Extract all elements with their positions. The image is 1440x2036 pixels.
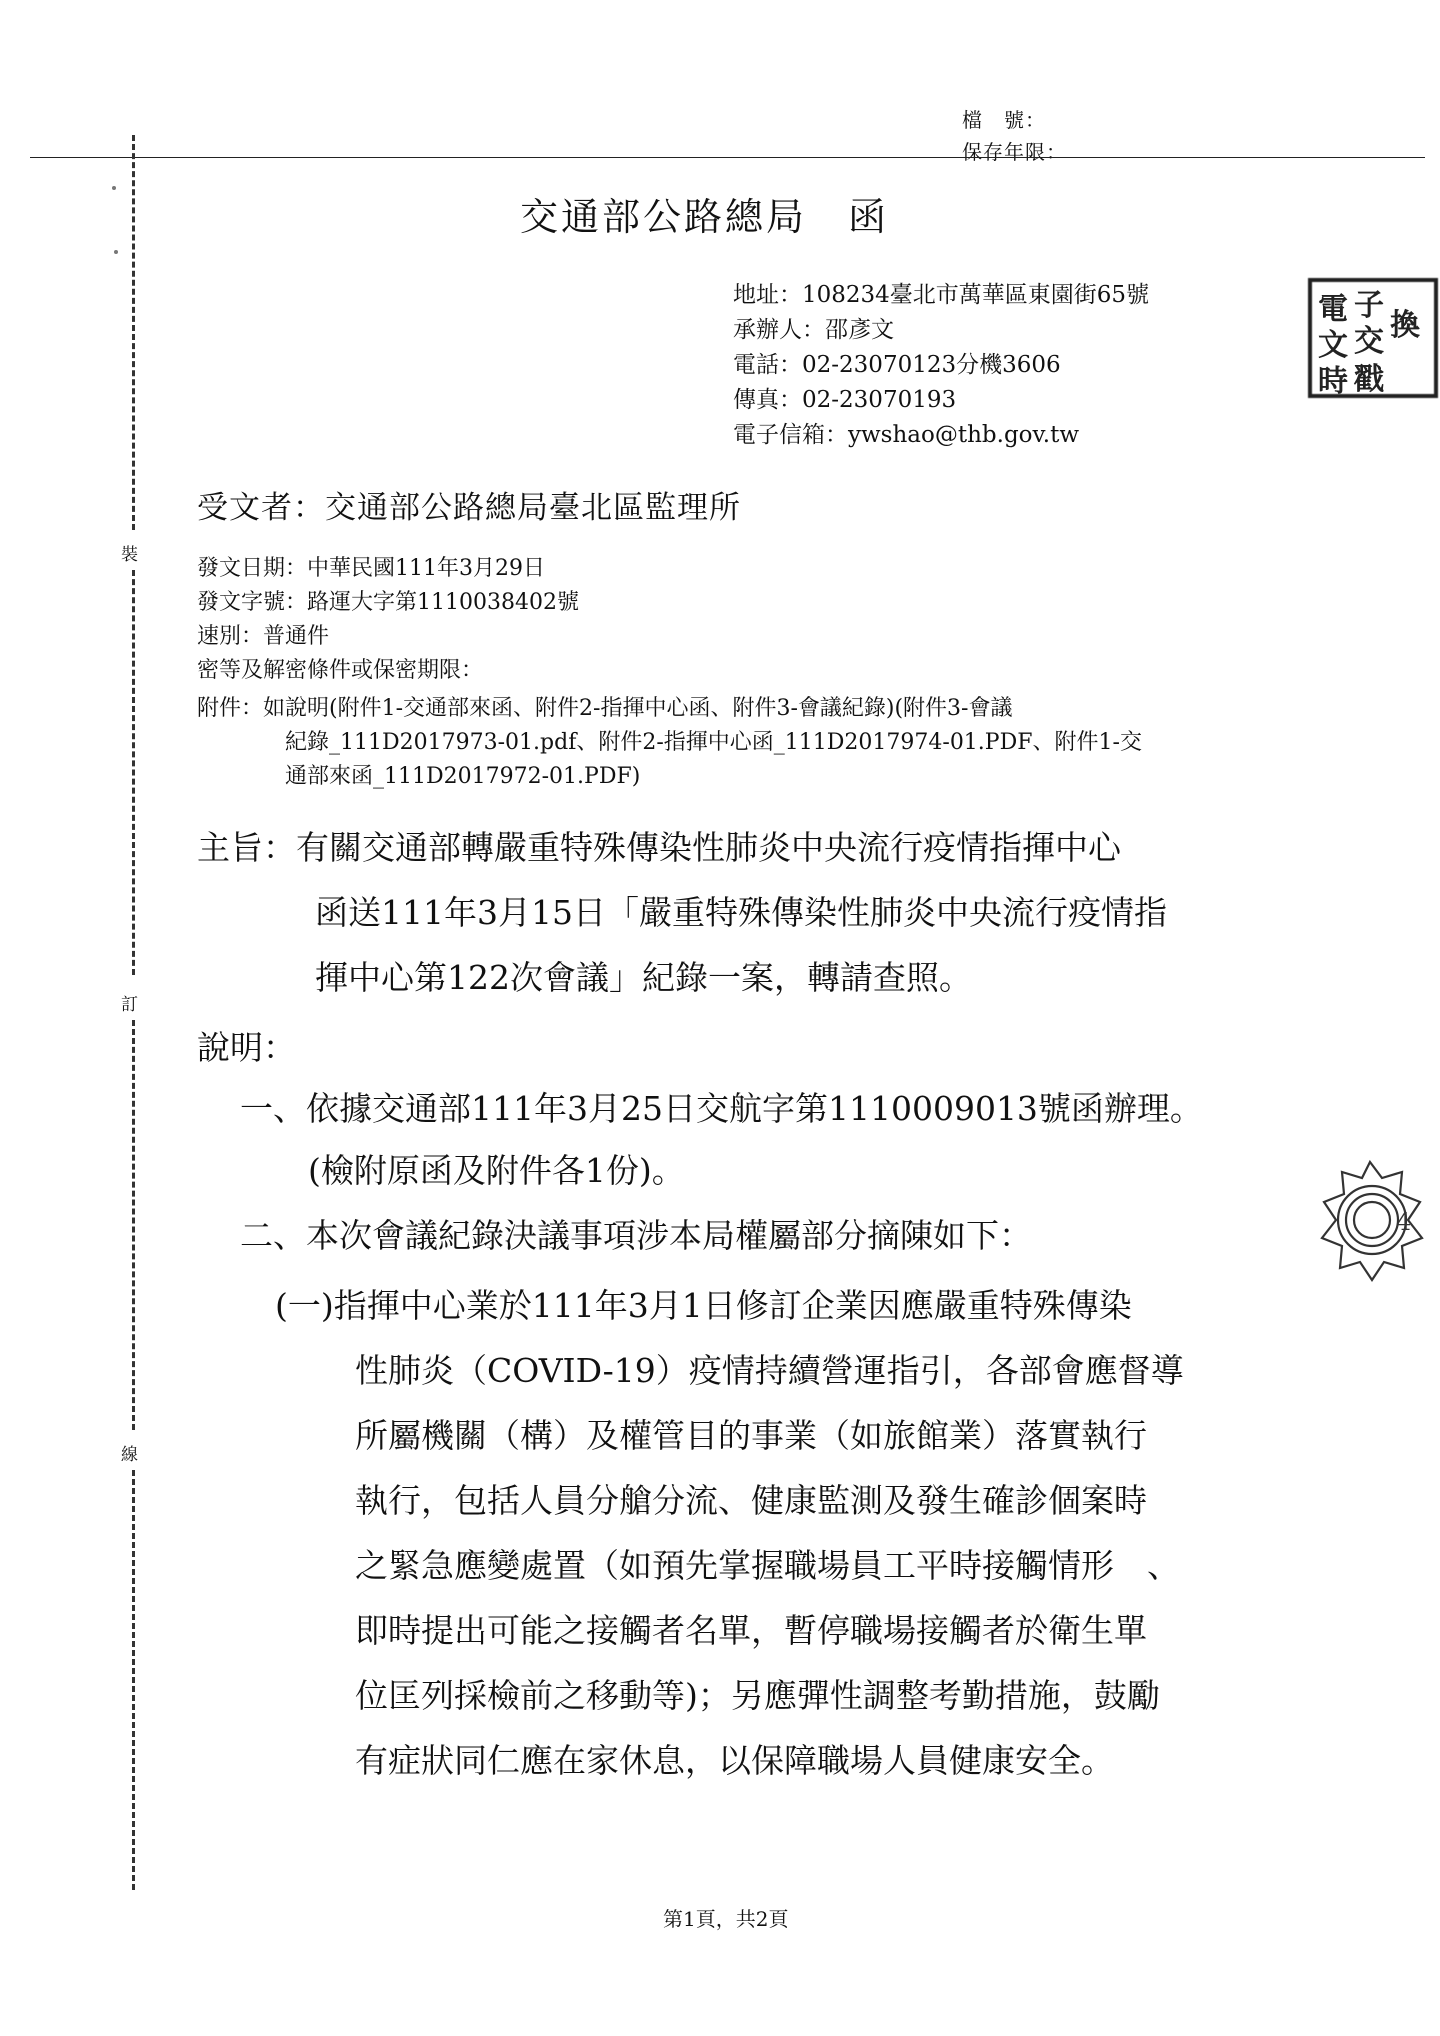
binding-dashed-line: [132, 1470, 135, 1890]
delivery-speed: 速別：普通件: [197, 624, 330, 649]
sub-item-line: 之緊急應變處置（如預先掌握職場員工平時接觸情形 、: [355, 1546, 1180, 1585]
stamp-char: 交: [1354, 324, 1384, 359]
scan-speck: [112, 186, 116, 190]
stamp-char: 換: [1390, 308, 1420, 343]
document-title: 交通部公路總局 函: [520, 195, 890, 239]
explanation-item-2: 二、本次會議紀錄決議事項涉本局權屬部分摘陳如下：: [240, 1216, 1032, 1255]
recipient: 受文者：交通部公路總局臺北區監理所: [197, 490, 741, 526]
stamp-char: 戳: [1354, 362, 1384, 397]
sub-item-line: 性肺炎（COVID-19）疫情持續營運指引，各部會應督導: [355, 1351, 1184, 1390]
binding-char-zhuang: 裝: [121, 545, 138, 565]
document-number: 發文字號：路運大字第1110038402號: [197, 590, 579, 615]
contact-handler: 承辦人：邵彥文: [733, 317, 894, 343]
page-seal: [1310, 1150, 1440, 1290]
binding-dashed-line: [132, 570, 135, 975]
sub-item-line: 位匡列採檢前之移動等)；另應彈性調整考勤措施，鼓勵: [355, 1676, 1160, 1715]
contact-email: 電子信箱：ywshao@thb.gov.tw: [733, 422, 1080, 448]
stamp-char: 時: [1318, 364, 1348, 399]
electronic-exchange-stamp: [1290, 270, 1440, 410]
stamp-char: 子: [1354, 288, 1384, 323]
contact-address: 地址：108234臺北市萬華區東園街65號: [733, 282, 1150, 308]
header-rule: [30, 157, 1425, 158]
binding-char-xian: 線: [121, 1445, 138, 1465]
binding-char-ding: 訂: [121, 995, 138, 1015]
sub-item-line: 執行，包括人員分艙分流、健康監測及發生確診個案時: [355, 1481, 1147, 1520]
binding-dashed-line: [132, 1020, 135, 1430]
explanation-item-1-note: (檢附原函及附件各1份)。: [308, 1151, 685, 1190]
seal-number: 4: [1396, 1208, 1412, 1236]
attachments-line-3: 通部來函_111D2017972-01.PDF): [285, 764, 641, 789]
stamp-char: 文: [1318, 328, 1348, 363]
explanation-heading: 說明：: [197, 1028, 296, 1067]
binding-dashed-line: [132, 135, 135, 530]
sub-item-line: (一)指揮中心業於111年3月1日修訂企業因應嚴重特殊傳染: [275, 1286, 1132, 1325]
page-number: 第1頁，共2頁: [663, 1907, 789, 1931]
contact-phone: 電話：02-23070123分機3606: [733, 352, 1061, 378]
stamp-char: 電: [1318, 292, 1348, 327]
sub-item-line: 即時提出可能之接觸者名單，暫停職場接觸者於衛生單: [355, 1611, 1147, 1650]
subject-line-2: 函送111年3月15日「嚴重特殊傳染性肺炎中央流行疫情指: [315, 893, 1167, 932]
seal-graphic: [1310, 1150, 1440, 1290]
retention-period-label: 保存年限：: [962, 140, 1067, 164]
attachments-line-2: 紀錄_111D2017973-01.pdf、附件2-指揮中心函_111D2017974-01.PDF、附件1-交: [285, 730, 1142, 755]
contact-fax: 傳真：02-23070193: [733, 387, 957, 413]
file-number-label: 檔 號：: [962, 108, 1046, 132]
attachments-line-1: 附件：如說明(附件1-交通部來函、附件2-指揮中心函、附件3-會議紀錄)(附件3-會議: [197, 696, 1013, 721]
scan-speck: [114, 250, 118, 254]
sub-item-line: 所屬機關（構）及權管目的事業（如旅館業）落實執行: [355, 1416, 1147, 1455]
subject-line-3: 揮中心第122次會議」紀錄一案，轉請查照。: [315, 958, 972, 997]
secrecy-level: 密等及解密條件或保密期限：: [197, 658, 484, 683]
subject-line-1: 主旨：有關交通部轉嚴重特殊傳染性肺炎中央流行疫情指揮中心: [197, 828, 1121, 867]
sub-item-line: 有症狀同仁應在家休息，以保障職場人員健康安全。: [355, 1741, 1114, 1780]
issue-date: 發文日期：中華民國111年3月29日: [197, 556, 545, 581]
explanation-item-1: 一、依據交通部111年3月25日交航字第1110009013號函辦理。: [240, 1089, 1203, 1128]
